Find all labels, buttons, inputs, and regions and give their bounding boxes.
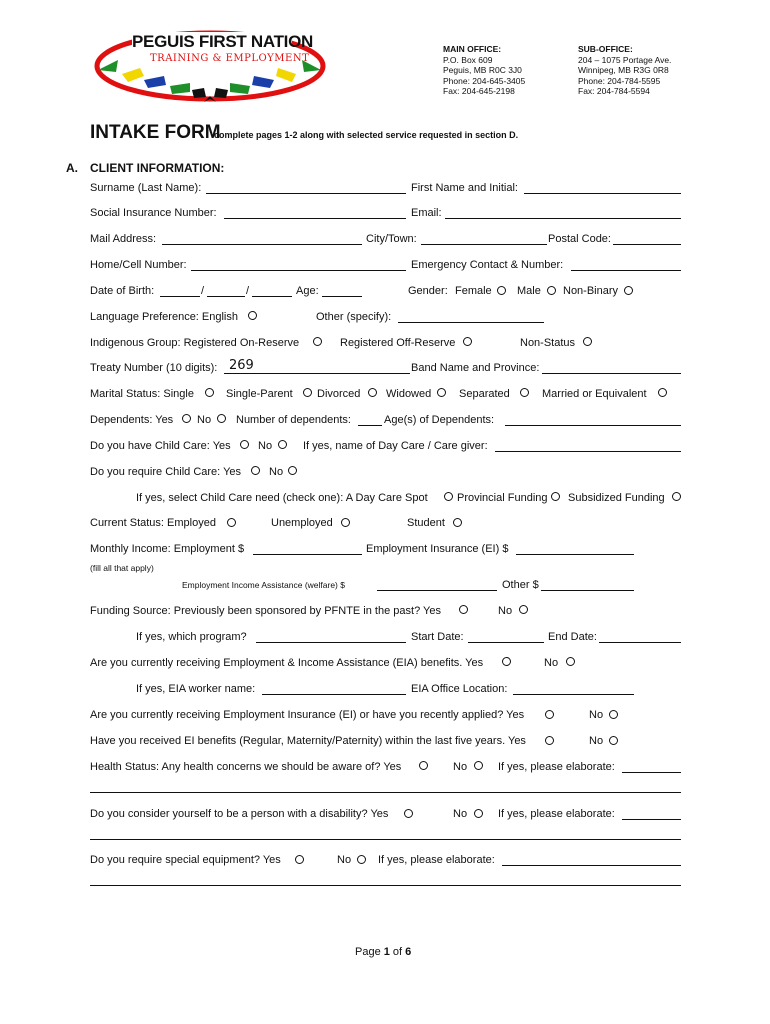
female-radio[interactable] (497, 286, 506, 295)
number-dependents-field[interactable] (358, 425, 382, 426)
logo-line-2: TRAINING & EMPLOYMENT (150, 53, 310, 64)
widowed-radio[interactable] (437, 388, 446, 397)
disability-elaborate-field[interactable] (622, 819, 681, 820)
funding-no-label: No (498, 605, 513, 617)
ei-five-years-label: Have you received EI benefits (Regular, Maternity/Paternity) within the last five years. Yes (90, 735, 526, 747)
child-care-need-label: If yes, select Child Care need (check one): A Day Care Spot (136, 492, 428, 504)
single-parent-label: Single-Parent (226, 388, 293, 400)
off-reserve-label: Registered Off-Reserve (340, 337, 456, 349)
equipment-no-radio[interactable] (357, 855, 366, 864)
sub-office-heading: SUB-OFFICE: (578, 44, 633, 54)
require-child-care-label: Do you require Child Care: Yes (90, 466, 242, 478)
divorced-label: Divorced (317, 388, 361, 400)
eia-receiving-label: Are you currently receiving Employment & Income Assistance (EIA) benefits. Yes (90, 657, 484, 669)
other-income-label: Other $ (502, 579, 539, 591)
sub-office-line: 204 – 1075 Portage Ave. (578, 54, 672, 65)
emergency-contact-label: Emergency Contact & Number: (411, 259, 564, 271)
sub-office-line: Winnipeg, MB R3G 0R8 (578, 65, 669, 75)
health-yes-radio[interactable] (419, 761, 428, 770)
monthly-income-label: Monthly Income: Employment $ (90, 543, 245, 555)
equipment-elaborate-label: If yes, please elaborate: (378, 854, 495, 866)
email-label: Email: (411, 207, 442, 219)
sin-label: Social Insurance Number: (90, 207, 217, 219)
require-child-care-no-label: No (269, 466, 284, 478)
disability-label: Do you consider yourself to be a person with a disability? Yes (90, 808, 389, 820)
ei-five-no-radio[interactable] (609, 736, 618, 745)
off-reserve-radio[interactable] (463, 337, 472, 346)
single-parent-radio[interactable] (303, 388, 312, 397)
which-program-label: If yes, which program? (136, 631, 247, 643)
ei-five-yes-radio[interactable] (545, 736, 554, 745)
eia-income-field[interactable] (377, 590, 497, 591)
disability-yes-radio[interactable] (404, 809, 413, 818)
dob-month-field[interactable] (207, 296, 245, 297)
first-name-label: First Name and Initial: (411, 182, 518, 194)
disability-no-radio[interactable] (474, 809, 483, 818)
equipment-label: Do you require special equipment? Yes (90, 854, 281, 866)
subsidized-funding-radio[interactable] (672, 492, 681, 501)
surname-field[interactable] (206, 193, 406, 194)
ei-no-radio[interactable] (609, 710, 618, 719)
funding-source-label: Funding Source: Previously been sponsored by PFNTE in the past? Yes (90, 605, 441, 617)
main-office-line: Phone: 204-645-3405 (443, 75, 526, 86)
ei-no-label: No (589, 709, 604, 721)
employment-income-field[interactable] (253, 554, 362, 555)
main-office-heading: MAIN OFFICE: (443, 44, 502, 54)
dob-label: Date of Birth: (90, 285, 155, 297)
ei-income-label: Employment Insurance (EI) $ (366, 543, 509, 555)
number-dependents-label: Number of dependents: (236, 414, 351, 426)
age-label: Age: (296, 285, 319, 297)
first-name-field[interactable] (524, 193, 681, 194)
on-reserve-radio[interactable] (313, 337, 322, 346)
main-office-line: Fax: 204-645-2198 (443, 86, 515, 96)
widowed-label: Widowed (386, 388, 432, 400)
child-care-yes-radio[interactable] (240, 440, 249, 449)
marital-status-label: Marital Status: Single (90, 388, 194, 400)
separated-radio[interactable] (520, 388, 529, 397)
female-label: Female (455, 285, 492, 297)
city-field[interactable] (421, 244, 547, 245)
funding-yes-radio[interactable] (459, 605, 468, 614)
postal-code-label: Postal Code: (548, 233, 611, 245)
dependents-no-label: No (197, 414, 212, 426)
eia-worker-label: If yes, EIA worker name: (136, 683, 256, 695)
health-elaborate-label: If yes, please elaborate: (498, 761, 615, 773)
treaty-number-label: Treaty Number (10 digits): (90, 362, 218, 374)
postal-code-field[interactable] (613, 244, 681, 245)
child-care-label: Do you have Child Care: Yes (90, 440, 231, 452)
separated-label: Separated (459, 388, 510, 400)
other-language-field[interactable] (398, 322, 544, 323)
indigenous-group-label: Indigenous Group: Registered On-Reserve (90, 337, 300, 349)
form-instructions: complete pages 1-2 along with selected service requested in section D. (214, 130, 519, 140)
child-care-ifyes-label: If yes, name of Day Care / Care giver: (303, 440, 488, 452)
band-name-label: Band Name and Province: (411, 362, 540, 374)
caregiver-field[interactable] (495, 451, 681, 452)
start-date-label: Start Date: (411, 631, 464, 643)
disability-elaborate-line[interactable] (90, 839, 681, 840)
mail-address-field[interactable] (162, 244, 362, 245)
non-status-radio[interactable] (583, 337, 592, 346)
eia-no-radio[interactable] (566, 657, 575, 666)
eia-office-label: EIA Office Location: (411, 683, 508, 695)
health-no-label: No (453, 761, 468, 773)
sub-office-block (578, 44, 671, 97)
which-program-field[interactable] (256, 642, 406, 643)
eia-yes-radio[interactable] (502, 657, 511, 666)
page-number (355, 946, 411, 958)
page-current: 1 (383, 946, 390, 958)
phone-field[interactable] (191, 270, 406, 271)
require-child-care-no-radio[interactable] (288, 466, 297, 475)
dob-year-field[interactable] (252, 296, 292, 297)
provincial-funding-radio[interactable] (551, 492, 560, 501)
mail-address-label: Mail Address: (90, 233, 157, 245)
treaty-number-value: 269 (229, 358, 254, 373)
married-label: Married or Equivalent (542, 388, 647, 400)
dob-slash: / (201, 285, 205, 297)
non-status-label: Non-Status (520, 337, 576, 349)
end-date-field[interactable] (599, 642, 681, 643)
student-label: Student (407, 517, 445, 529)
child-care-no-label: No (258, 440, 273, 452)
ages-dependents-field[interactable] (505, 425, 681, 426)
married-radio[interactable] (658, 388, 667, 397)
health-elaborate-line[interactable] (90, 792, 681, 793)
section-letter: A. (66, 161, 78, 175)
main-office-block (443, 44, 525, 97)
form-title: INTAKE FORM (90, 122, 221, 143)
dependents-yes-radio[interactable] (182, 414, 191, 423)
sub-office-line: Phone: 204-784-5595 (578, 75, 661, 86)
section-title: CLIENT INFORMATION: (90, 161, 225, 175)
equipment-no-label: No (337, 854, 352, 866)
health-no-radio[interactable] (474, 761, 483, 770)
day-care-spot-radio[interactable] (444, 492, 453, 501)
treaty-number-field[interactable] (224, 373, 410, 374)
age-field[interactable] (322, 296, 362, 297)
eia-worker-field[interactable] (262, 694, 406, 695)
dob-day-field[interactable] (160, 296, 200, 297)
language-label: Language Preference: English (90, 311, 238, 323)
main-office-line: Peguis, MB R0C 3J0 (443, 65, 522, 75)
male-radio[interactable] (547, 286, 556, 295)
require-child-care-yes-radio[interactable] (251, 466, 260, 475)
disability-elaborate-label: If yes, please elaborate: (498, 808, 615, 820)
eia-income-label: Employment Income Assistance (welfare) $ (182, 580, 345, 590)
page-of: of (389, 946, 406, 958)
start-date-field[interactable] (468, 642, 544, 643)
current-status-label: Current Status: Employed (90, 517, 216, 529)
disability-no-label: No (453, 808, 468, 820)
health-status-label: Health Status: Any health concerns we should be aware of? Yes (90, 761, 402, 773)
ei-income-field[interactable] (516, 554, 634, 555)
fill-all-note: (fill all that apply) (90, 563, 154, 573)
student-radio[interactable] (453, 518, 462, 527)
pfnte-logo (92, 28, 327, 112)
ei-five-no-label: No (589, 735, 604, 747)
provincial-funding-label: Provincial Funding (457, 492, 548, 504)
city-label: City/Town: (366, 233, 417, 245)
non-binary-label: Non-Binary (563, 285, 619, 297)
email-field[interactable] (445, 218, 681, 219)
page-total: 6 (405, 946, 412, 958)
child-care-no-radio[interactable] (278, 440, 287, 449)
equipment-elaborate-field[interactable] (502, 865, 681, 866)
unemployed-radio[interactable] (341, 518, 350, 527)
divorced-radio[interactable] (368, 388, 377, 397)
ages-dependents-label: Age(s) of Dependents: (384, 414, 495, 426)
main-office-line: P.O. Box 609 (443, 54, 493, 65)
other-language-label: Other (specify): (316, 311, 392, 323)
sub-office-line: Fax: 204-784-5594 (578, 86, 650, 96)
male-label: Male (517, 285, 541, 297)
eia-office-field[interactable] (513, 694, 634, 695)
other-income-field[interactable] (541, 590, 634, 591)
ei-receiving-label: Are you currently receiving Employment Insurance (EI) or have you recently applied? Yes (90, 709, 525, 721)
emergency-contact-field[interactable] (571, 270, 681, 271)
english-radio[interactable] (248, 311, 257, 320)
sin-field[interactable] (224, 218, 406, 219)
equipment-elaborate-line[interactable] (90, 885, 681, 886)
unemployed-label: Unemployed (271, 517, 333, 529)
dependents-no-radio[interactable] (217, 414, 226, 423)
employed-radio[interactable] (227, 518, 236, 527)
surname-label: Surname (Last Name): (90, 182, 202, 194)
eia-no-label: No (544, 657, 559, 669)
band-name-field[interactable] (542, 373, 681, 374)
health-elaborate-field[interactable] (622, 772, 681, 773)
gender-label: Gender: (408, 285, 448, 297)
non-binary-radio[interactable] (624, 286, 633, 295)
funding-no-radio[interactable] (519, 605, 528, 614)
single-radio[interactable] (205, 388, 214, 397)
end-date-label: End Date: (548, 631, 597, 643)
dependents-label: Dependents: Yes (90, 414, 174, 426)
subsidized-funding-label: Subsidized Funding (568, 492, 665, 504)
ei-yes-radio[interactable] (545, 710, 554, 719)
equipment-yes-radio[interactable] (295, 855, 304, 864)
dob-slash: / (246, 285, 250, 297)
page-label: Page (355, 946, 384, 958)
logo-line-1: PEGUIS FIRST NATION (132, 32, 313, 51)
phone-label: Home/Cell Number: (90, 259, 187, 271)
